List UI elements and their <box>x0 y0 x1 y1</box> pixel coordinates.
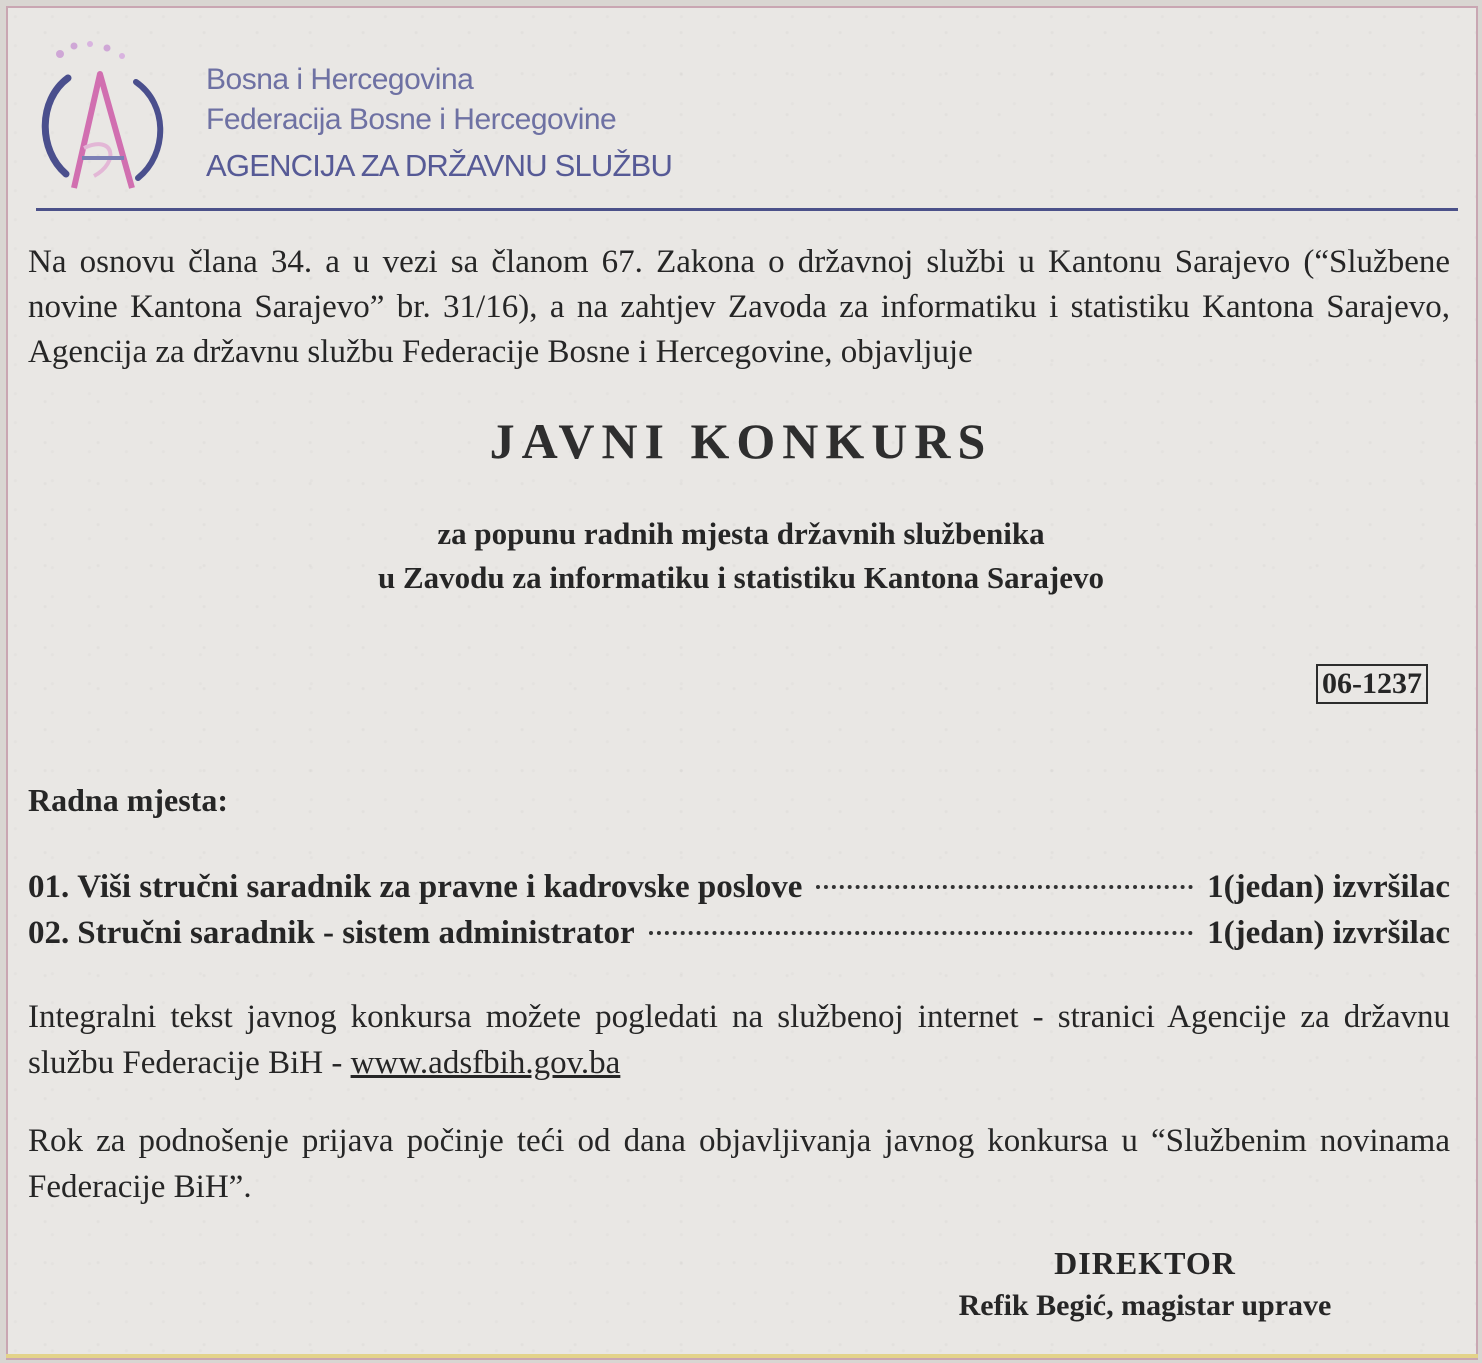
position-row <box>28 864 1450 910</box>
agency-logo <box>34 38 184 198</box>
agency-header <box>206 60 672 186</box>
reference-number: 06-1237 <box>1316 664 1428 704</box>
signature-block <box>900 1240 1390 1326</box>
integral-text-paragraph <box>28 994 1450 1086</box>
position-title: Stručni saradnik - sistem administrator <box>77 915 635 951</box>
notice-subtitle <box>0 512 1482 600</box>
subtitle-line-2: u Zavodu za informatiku i statistiku Kantona Sarajevo <box>377 560 1104 595</box>
signatory-role: DIREKTOR <box>1054 1245 1236 1281</box>
positions-list <box>28 864 1450 956</box>
position-number: 02. <box>28 915 70 951</box>
position-count: 1(jedan) izvršilac <box>1207 869 1450 905</box>
position-number: 01. <box>28 869 70 905</box>
subtitle-line-1: za popunu radnih mjesta državnih službenika <box>437 516 1045 551</box>
positions-label: Radna mjesta: <box>28 782 228 818</box>
position-title: Viši stručni saradnik za pravne i kadrovske poslove <box>77 869 803 905</box>
header-federation: Federacija Bosne i Hercegovine <box>206 103 617 136</box>
intro-paragraph: Na osnovu člana 34. a u vezi sa članom 67. Zakona o državnoj službi u Kantonu Sarajevo (“Službene novine Kantona Sarajevo” br. 31/16), a na zahtjev Zavoda za informatiku i statistiku Kantona Sarajevo, Agencija za državnu službu Federacije Bosne i Hercegovine, objavljuje <box>28 244 1450 370</box>
leader-dots <box>816 885 1193 889</box>
notice-title: JAVNI KONKURS <box>489 413 993 469</box>
position-count: 1(jedan) izvršilac <box>1207 915 1450 951</box>
integral-text: Integralni tekst javnog konkursa možete pogledati na službenoj internet - stranici Agencije za državnu službu Federacije BiH - <box>28 999 1450 1081</box>
position-row <box>28 910 1450 956</box>
deadline-paragraph: Rok za podnošenje prijava počinje teći od dana objavljivanja javnog konkursa u “Službenim novinama Federacije BiH”. <box>28 1123 1450 1205</box>
agency-website-link[interactable]: www.adsfbih.gov.ba <box>350 1045 621 1081</box>
bottom-stripe <box>6 1354 1478 1358</box>
header-country: Bosna i Hercegovina <box>206 63 474 96</box>
header-rule <box>36 208 1458 211</box>
header-agency: AGENCIJA ZA DRŽAVNU SLUŽBU <box>206 148 673 183</box>
signatory-name: Refik Begić, magistar uprave <box>958 1289 1332 1322</box>
leader-dots <box>649 931 1194 935</box>
